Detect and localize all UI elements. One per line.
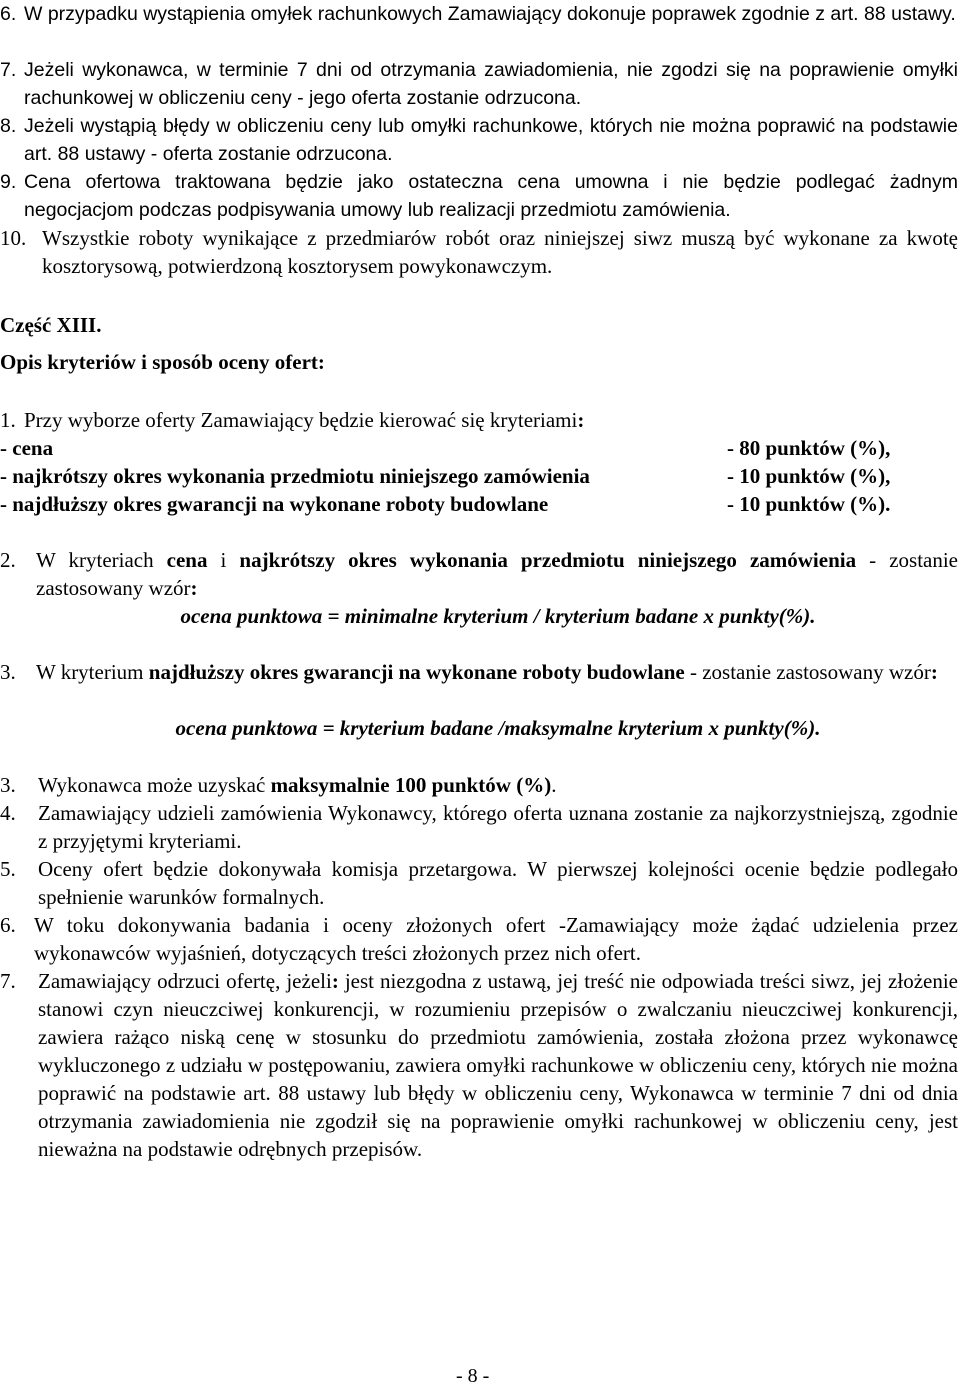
criteria-intro: 1. Przy wyborze oferty Zamawiający będzie kierować się kryteriami:	[0, 408, 585, 432]
item-number: 2.	[0, 548, 16, 572]
list-item	[0, 168, 958, 224]
item-number: 7.	[0, 59, 17, 81]
item-number: 10.	[0, 226, 27, 250]
criterion-name: - najdłuższy okres gwarancji na wykonane roboty budowlane	[0, 492, 549, 516]
item-number: 6.	[0, 913, 16, 937]
criterion-row	[0, 490, 960, 518]
item-text: Jeżeli wystąpią błędy w obliczeniu ceny lub omyłki rachunkowe, których nie można poprawić na podstawie art. 88 ustawy - oferta zostanie odrzucona.	[24, 115, 958, 165]
item-number: 9.	[0, 171, 17, 193]
list-item	[0, 0, 958, 28]
item-number: 7.	[0, 969, 16, 993]
item-number: 6.	[0, 3, 17, 25]
item-number: 5.	[0, 857, 16, 881]
list-item	[0, 799, 958, 855]
item-text: Zamawiający udzieli zamówienia Wykonawcy, którego oferta uznana zostanie za najkorzystniejszą, zgodnie z przyjętymi kryteriami.	[38, 801, 958, 853]
section-title: Opis kryteriów i sposób oceny ofert:	[0, 350, 325, 374]
criterion-row	[0, 434, 960, 462]
item-text: Wszystkie roboty wynikające z przedmiarów robót oraz niniejszej siwz muszą być wykonane za kwotę kosztorysową, potwierdzoną kosztorysem powykonawczym.	[42, 226, 958, 278]
item-text: Cena ofertowa traktowana będzie jako ostateczna cena umowna i nie będzie podlegać żadnym negocjacjom podczas podpisywania umowy lub realizacji przedmiotu zamówienia.	[24, 171, 958, 221]
criterion-points: - 10 punktów (%),	[727, 464, 891, 488]
list-item	[0, 112, 958, 168]
item-number: 4.	[0, 801, 16, 825]
list-item: 3. Wykonawca może uzyskać maksymalnie 100 punktów (%).	[0, 773, 557, 797]
page-number: - 8 -	[456, 1365, 490, 1387]
item-text: W toku dokonywania badania i oceny złożonych ofert -Zamawiający może żądać udzielenia przez wykonawców wyjaśnień, dotyczących treści złożonych przez nich ofert.	[34, 913, 958, 965]
list-item	[0, 56, 958, 112]
criterion-points: - 10 punktów (%).	[727, 492, 891, 516]
list-item: 7. Zamawiający odrzuci ofertę, jeżeli: jest niezgodna z ustawą, jej treść nie odpowiada treści siwz, jej złożenie stanowi czyn nieuczciwej konkurencji, w rozumieniu przepisów o zwalczaniu nieuczciwej konkurencji, zawiera rażąco niską cenę w stosunku do przedmiotu zamówienia, została złożona przez wykonawcę wykluczonego z udziału w postępowaniu, zawiera omyłki rachunkowe w obliczeniu ceny, których nie można poprawić na podstawie art. 88 ustawy lub błędy w obliczeniu ceny, Wykonawca w terminie 7 dni od dnia otrzymania zawiadomienia nie zgodził się na poprawienie omyłki rachunkowej w obliczeniu ceny, jest nieważna na podstawie odrębnych przepisów.	[0, 969, 958, 1161]
item-number: 3.	[0, 660, 16, 684]
formula-max: ocena punktowa = kryterium badane /maksymalne kryterium x punkty(%).	[175, 716, 821, 740]
item-number: 3.	[0, 773, 16, 797]
list-item	[0, 911, 958, 967]
item-number: 8.	[0, 115, 17, 137]
list-item	[0, 855, 958, 911]
criterion-row	[0, 462, 960, 490]
criteria-intro-text: Przy wyborze oferty Zamawiający będzie kierować się kryteriami	[24, 408, 578, 432]
item-number: 1.	[0, 408, 16, 432]
list-item	[0, 224, 958, 280]
criteria-formula-paragraph: 2. W kryteriach cena i najkrótszy okres wykonania przedmiotu niniejszego zamówienia - zostanie zastosowany wzór:	[0, 548, 959, 600]
criterion-name: - najkrótszy okres wykonania przedmiotu niniejszego zamówienia	[0, 464, 590, 488]
criterion-name: - cena	[0, 436, 54, 460]
criterion-points: - 80 punktów (%),	[727, 436, 891, 460]
formula-min: ocena punktowa = minimalne kryterium / kryterium badane x punkty(%).	[180, 604, 816, 628]
criteria-formula-paragraph: 3. W kryterium najdłuższy okres gwarancji na wykonane roboty budowlane - zostanie zastosowany wzór:	[0, 660, 938, 684]
section-part: Część XIII.	[0, 313, 102, 337]
item-text: W przypadku wystąpienia omyłek rachunkowych Zamawiający dokonuje poprawek zgodnie z art. 88 ustawy.	[24, 3, 956, 25]
item-text: Jeżeli wykonawca, w terminie 7 dni od otrzymania zawiadomienia, nie zgodzi się na poprawienie omyłki rachunkowej w obliczeniu ceny - jego oferta zostanie odrzucona.	[24, 59, 958, 109]
item-text: Oceny ofert będzie dokonywała komisja przetargowa. W pierwszej kolejności ocenie będzie podlegało spełnienie warunków formalnych.	[38, 857, 958, 909]
